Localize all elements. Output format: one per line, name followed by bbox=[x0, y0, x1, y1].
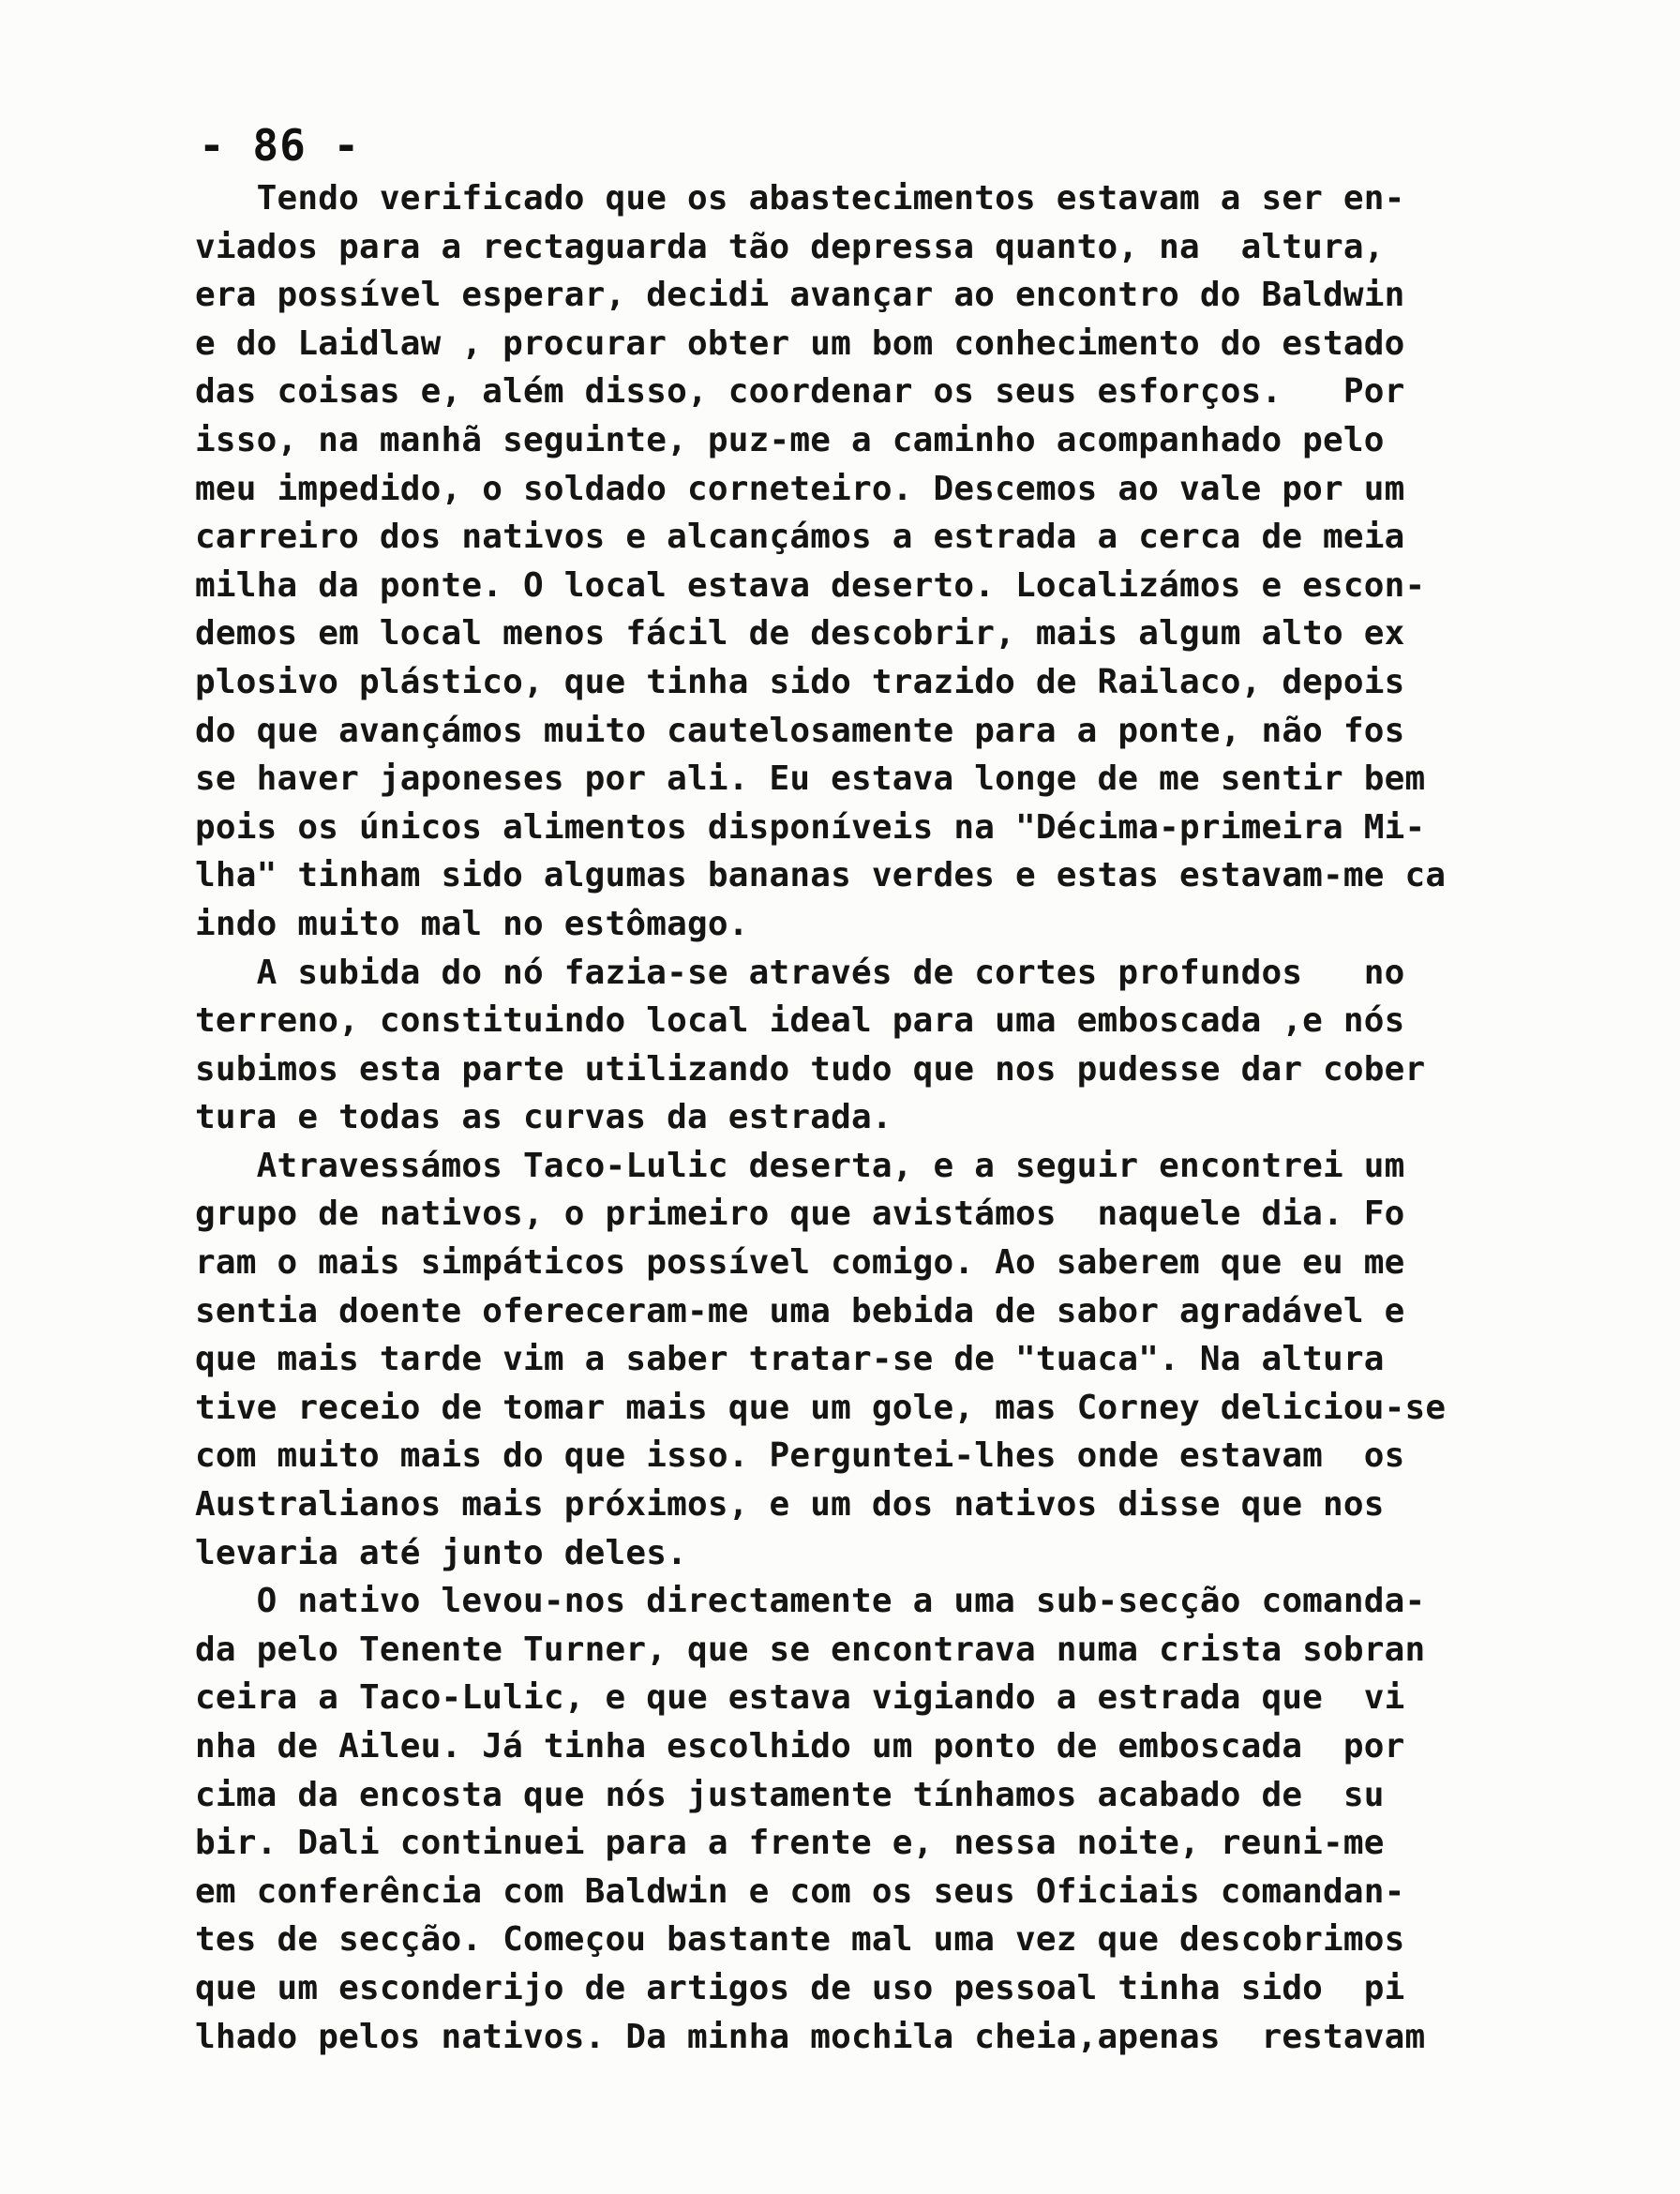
text-line: Australianos mais próximos, e um dos nativos disse que nos bbox=[195, 1485, 1385, 1525]
text-line: sentia doente ofereceram-me uma bebida de sabor agradável e bbox=[195, 1291, 1405, 1330]
text-line: demos em local menos fácil de descobrir, mais algum alto ex bbox=[195, 614, 1405, 654]
text-line: tive receio de tomar mais que um gole, mas Corney deliciou-se bbox=[195, 1388, 1447, 1427]
text-line: se haver japoneses por ali. Eu estava longe de me sentir bem bbox=[195, 759, 1426, 799]
text-line: milha da ponte. O local estava deserto. Localizámos e escon- bbox=[195, 565, 1426, 605]
text-line: das coisas e, além disso, coordenar os seus esforços. Por bbox=[195, 372, 1405, 412]
text-line: pois os únicos alimentos disponíveis na "Décima-primeira Mi- bbox=[195, 807, 1426, 847]
text-line: em conferência com Baldwin e com os seus Oficiais comandan- bbox=[195, 1871, 1405, 1911]
text-line: e do Laidlaw , procurar obter um bom conhecimento do estado bbox=[195, 323, 1405, 363]
text-line: carreiro dos nativos e alcançámos a estrada a cerca de meia bbox=[195, 518, 1405, 557]
text-line: do que avançámos muito cautelosamente para a ponte, não fos bbox=[195, 711, 1405, 750]
text-line: tes de secção. Começou bastante mal uma vez que descobrimos bbox=[195, 1920, 1405, 1960]
text-line: levaria até junto deles. bbox=[195, 1533, 687, 1572]
text-line: ceira a Taco-Lulic, e que estava vigiando a estrada que vi bbox=[195, 1678, 1405, 1718]
text-line: viados para a rectaguarda tão depressa quanto, na altura, bbox=[195, 227, 1385, 266]
text-line: terreno, constituindo local ideal para uma emboscada ,e nós bbox=[195, 1001, 1405, 1041]
text-line: O nativo levou-nos directamente a uma sub-secção comanda- bbox=[195, 1582, 1426, 1621]
text-line: tura e todas as curvas da estrada. bbox=[195, 1098, 892, 1137]
text-line: plosivo plástico, que tinha sido trazido de Railaco, depois bbox=[195, 662, 1405, 701]
text-line: meu impedido, o soldado corneteiro. Descemos ao vale por um bbox=[195, 469, 1405, 508]
text-line: A subida do nó fazia-se através de cortes profundos no bbox=[195, 953, 1405, 992]
text-line: indo muito mal no estômago. bbox=[195, 904, 749, 943]
text-line: nha de Aileu. Já tinha escolhido um ponto de emboscada por bbox=[195, 1727, 1405, 1766]
text-line: que mais tarde vim a saber tratar-se de "tuaca". Na altura bbox=[195, 1340, 1385, 1379]
text-line: grupo de nativos, o primeiro que avistámos naquele dia. Fo bbox=[195, 1195, 1405, 1234]
text-line: lha" tinham sido algumas bananas verdes e estas estavam-me ca bbox=[195, 856, 1447, 895]
text-line: cima da encosta que nós justamente tínhamos acabado de su bbox=[195, 1775, 1385, 1814]
text-line: lhado pelos nativos. Da minha mochila cheia,apenas restavam bbox=[195, 2017, 1426, 2056]
page-number: - 86 - bbox=[199, 120, 361, 171]
text-line: ram o mais simpáticos possível comigo. Ao saberem que eu me bbox=[195, 1243, 1405, 1283]
text-line: Atravessámos Taco-Lulic deserta, e a seguir encontrei um bbox=[195, 1146, 1405, 1185]
text-line: Tendo verificado que os abastecimentos estavam a ser en- bbox=[195, 179, 1405, 218]
text-line: com muito mais do que isso. Perguntei-lhes onde estavam os bbox=[195, 1436, 1405, 1476]
text-line: isso, na manhã seguinte, puz-me a caminho acompanhado pelo bbox=[195, 420, 1385, 459]
text-line: era possível esperar, decidi avançar ao encontro do Baldwin bbox=[195, 276, 1405, 315]
body-text bbox=[195, 174, 1601, 2061]
text-line: subimos esta parte utilizando tudo que nos pudesse dar cober bbox=[195, 1049, 1426, 1089]
text-line: que um esconderijo de artigos de uso pessoal tinha sido pi bbox=[195, 1968, 1405, 2007]
text-line: da pelo Tenente Turner, que se encontrava numa crista sobran bbox=[195, 1630, 1426, 1669]
text-line: bir. Dali continuei para a frente e, nessa noite, reuni-me bbox=[195, 1824, 1385, 1863]
